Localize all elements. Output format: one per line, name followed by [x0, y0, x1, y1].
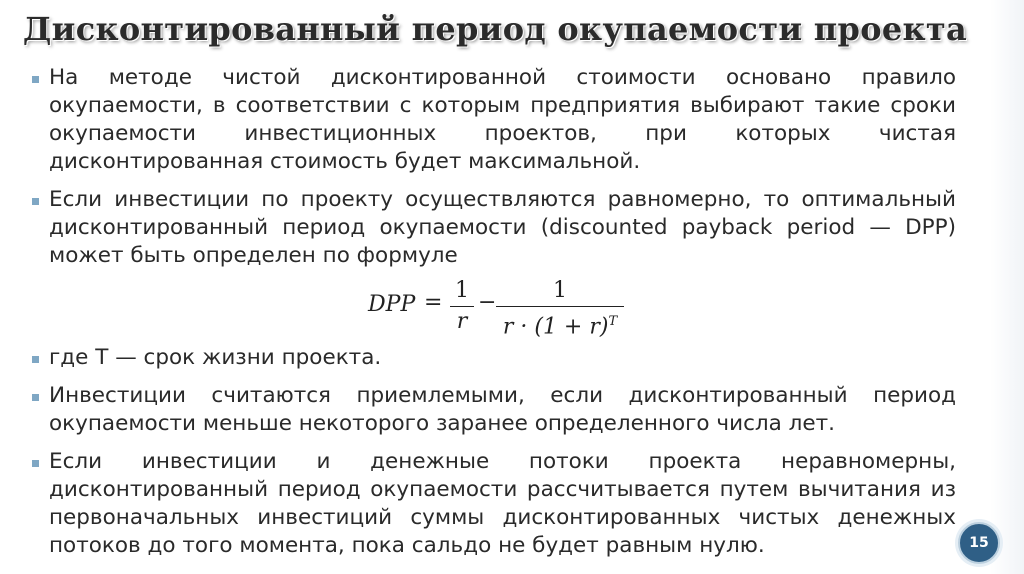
bullet-item [30, 344, 956, 372]
fraction-2-bar [496, 306, 624, 307]
formula-minus: − [478, 290, 497, 315]
slide-content [30, 64, 956, 570]
fraction-1-numerator: 1 [455, 278, 469, 303]
slide-edge-decoration [990, 0, 1024, 574]
bullet-item [30, 448, 956, 560]
fraction-2-denominator [496, 309, 624, 340]
bullet-marker-icon [32, 356, 39, 363]
bullet-text: На методе чистой дисконтированной стоимости основано правило окупаемости, в соответствии с которым предприятия выбирают такие сроки окупаемости инвестиционных проектов, при которых чистая дисконтированная стоимость будет максимальной. [49, 65, 956, 174]
fraction-1-denominator: r [456, 309, 468, 334]
formula-fraction-2 [496, 278, 624, 340]
bullet-item [30, 64, 956, 176]
dpp-formula [30, 274, 956, 338]
bullet-text: Инвестиции считаются приемлемыми, если дисконтированный период окупаемости меньше некоторого заранее определенного числа лет. [49, 383, 956, 436]
bullet-text: Если инвестиции по проекту осуществляются равномерно, то оптимальный дисконтированный период окупаемости (discounted payback period — DPP) может быть определен по формуле [49, 187, 956, 268]
fraction-1-bar [450, 306, 474, 307]
formula-lhs: DPP [368, 292, 416, 317]
bullet-marker-icon [32, 76, 39, 83]
bullet-marker-icon [32, 394, 39, 401]
formula-equals: = [424, 290, 443, 315]
bullet-text: Если инвестиции и денежные потоки проекта неравномерны, дисконтированный период окупаемости рассчитывается путем вычитания из первоначальных инвестиций суммы дисконтированных чистых денежных потоков до того момента, пока сальдо не будет равным нулю. [49, 449, 956, 558]
formula-fraction-1 [450, 278, 474, 335]
page-number-badge: 15 [958, 522, 1000, 564]
fraction-2-base: r · (1 + r) [502, 314, 609, 340]
slide-title: Дисконтированный период окупаемости проекта [22, 10, 968, 48]
bullet-item [30, 382, 956, 438]
bullet-marker-icon [32, 198, 39, 205]
fraction-2-numerator: 1 [553, 278, 567, 303]
bullet-marker-icon [32, 460, 39, 467]
bullet-item [30, 186, 956, 270]
bullet-text: где T — срок жизни проекта. [49, 345, 382, 370]
fraction-2-exponent: T [608, 314, 618, 329]
